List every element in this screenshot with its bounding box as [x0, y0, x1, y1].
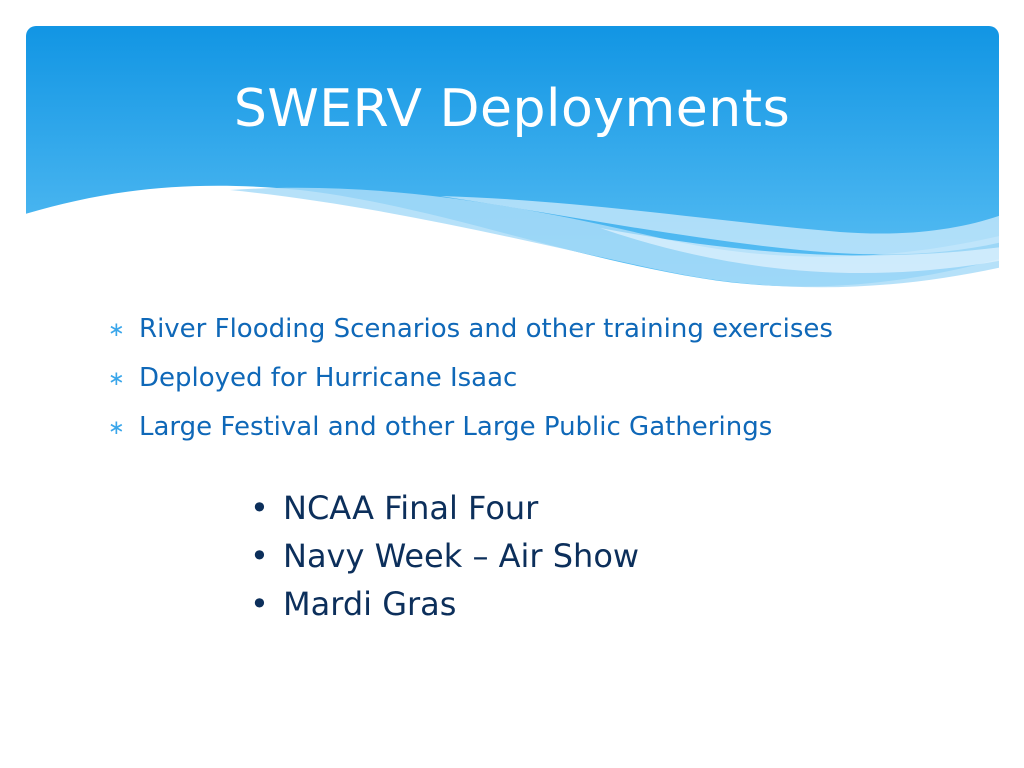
slide-title: SWERV Deployments: [233, 79, 791, 139]
dot-bullet-icon: •: [250, 585, 269, 623]
asterisk-bullet-icon: ∗: [108, 415, 125, 439]
sub-bullet-item: [250, 532, 639, 580]
bullet-list: [108, 305, 833, 452]
sub-bullet-item: [250, 484, 639, 532]
sub-bullet-text: Navy Week – Air Show: [283, 537, 640, 575]
bullet-text: River Flooding Scenarios and other training exercises: [139, 314, 833, 344]
asterisk-bullet-icon: ∗: [108, 366, 125, 390]
asterisk-bullet-icon: ∗: [108, 317, 125, 341]
sub-bullet-text: NCAA Final Four: [283, 489, 539, 527]
sub-bullet-list: [250, 484, 639, 628]
sub-bullet-text: Mardi Gras: [283, 585, 457, 623]
bullet-item: [108, 354, 833, 403]
bullet-text: Deployed for Hurricane Isaac: [139, 363, 518, 393]
sub-bullet-item: [250, 580, 639, 628]
dot-bullet-icon: •: [250, 537, 269, 575]
bullet-text: Large Festival and other Large Public Gatherings: [139, 412, 773, 442]
title-banner-wave: [0, 0, 1024, 300]
bullet-item: [108, 305, 833, 354]
bullet-item: [108, 403, 833, 452]
dot-bullet-icon: •: [250, 489, 269, 527]
